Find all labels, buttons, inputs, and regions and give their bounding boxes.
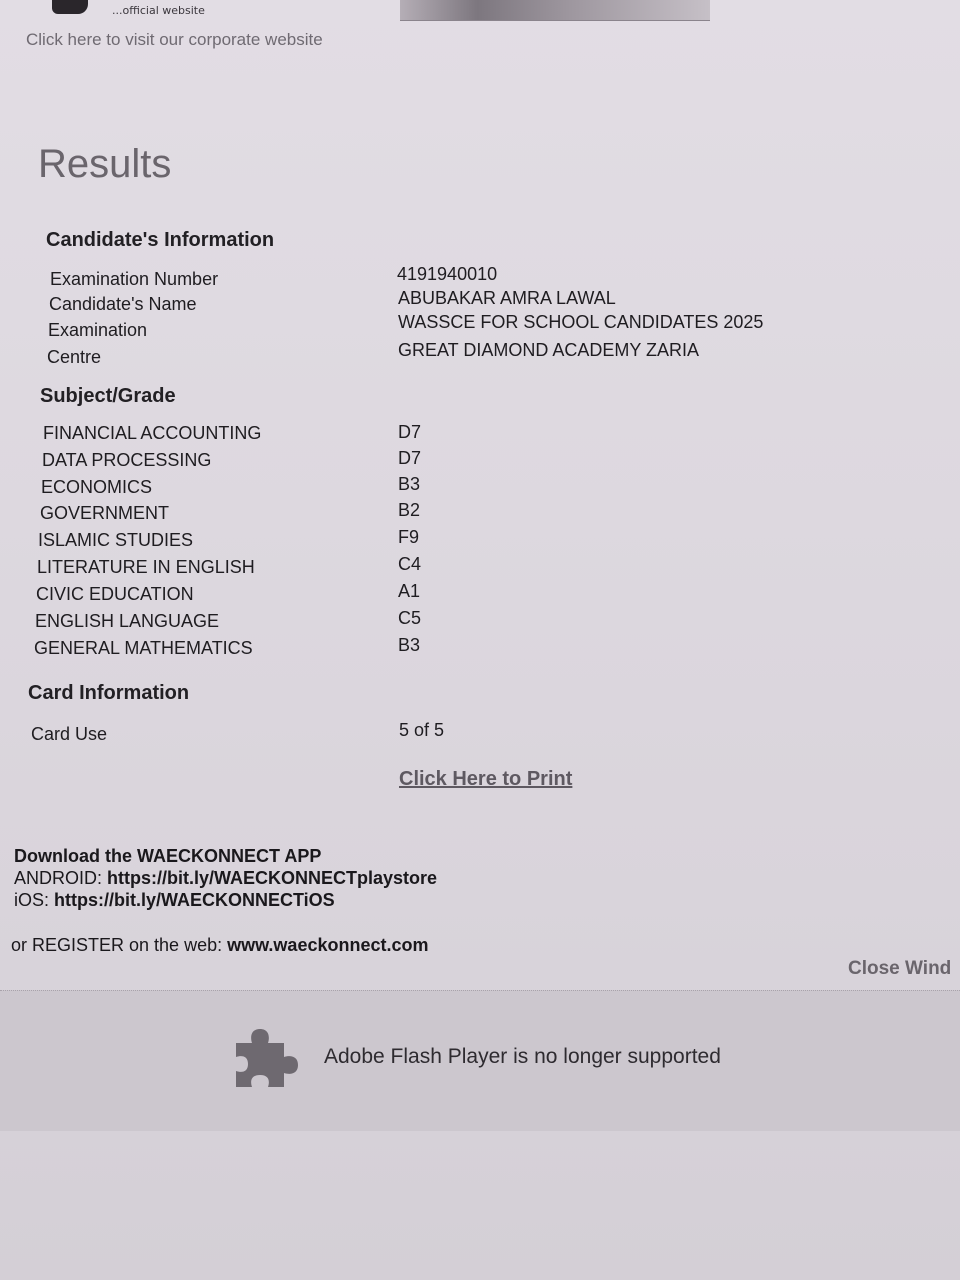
exam-number-label: Examination Number — [50, 269, 219, 289]
print-link[interactable]: Click Here to Print — [399, 768, 573, 790]
examination-value: WASSCE FOR SCHOOL CANDIDATES 2025 — [398, 312, 764, 332]
card-use-label: Card Use — [31, 724, 108, 744]
ios-line — [14, 889, 437, 911]
subject-grade: D7 — [398, 422, 422, 442]
card-use-value: 5 of 5 — [399, 720, 445, 740]
candidate-name-value: ABUBAKAR AMRA LAWAL — [398, 288, 616, 308]
waec-logo — [52, 0, 88, 14]
flash-unsupported-message: Adobe Flash Player is no longer supported — [324, 1045, 721, 1068]
centre-label: Centre — [47, 347, 102, 367]
android-label: ANDROID: — [14, 868, 108, 888]
register-label: or REGISTER on the web: — [11, 935, 228, 955]
subject-grade: D7 — [398, 448, 422, 468]
corporate-website-link[interactable]: Click here to visit our corporate website — [26, 30, 323, 49]
subject-name: ECONOMICS — [41, 477, 153, 497]
subject-grade: B3 — [398, 474, 421, 494]
flash-plugin-panel — [0, 990, 960, 1131]
page-title: Results — [38, 142, 172, 186]
subject-name: GENERAL MATHEMATICS — [34, 638, 253, 658]
ios-label: iOS: — [14, 890, 55, 910]
examination-label: Examination — [48, 320, 148, 340]
candidate-info-heading: Candidate's Information — [46, 229, 275, 251]
subject-grade: F9 — [398, 527, 420, 547]
subject-grade: B2 — [398, 500, 421, 520]
ios-store-link[interactable]: https://bit.ly/WAECKONNECTiOS — [54, 890, 335, 910]
subject-name: DATA PROCESSING — [42, 450, 212, 470]
register-web-link[interactable]: www.waeckonnect.com — [227, 935, 429, 955]
subject-grade-heading: Subject/Grade — [40, 385, 176, 407]
subject-grade: A1 — [398, 581, 421, 601]
candidate-name-label: Candidate's Name — [49, 294, 197, 314]
subject-name: GOVERNMENT — [40, 503, 170, 523]
download-app-block — [14, 845, 437, 911]
banner-image — [400, 0, 710, 21]
subject-grade: B3 — [398, 635, 421, 655]
android-store-link[interactable]: https://bit.ly/WAECKONNECTplaystore — [107, 868, 438, 888]
exam-number-value: 4191940010 — [397, 264, 498, 284]
card-info-heading: Card Information — [28, 682, 190, 704]
top-banner — [0, 0, 960, 22]
centre-value: GREAT DIAMOND ACADEMY ZARIA — [398, 340, 700, 360]
puzzle-piece-icon — [228, 1021, 300, 1093]
subject-name: ISLAMIC STUDIES — [38, 530, 194, 550]
subject-name: LITERATURE IN ENGLISH — [37, 557, 255, 577]
subject-grade: C5 — [398, 608, 422, 628]
subject-grade: C4 — [398, 554, 422, 574]
download-app-title: Download the WAECKONNECT APP — [14, 846, 322, 866]
subject-name: FINANCIAL ACCOUNTING — [43, 423, 262, 443]
register-line — [11, 935, 429, 956]
subject-name: ENGLISH LANGUAGE — [35, 611, 220, 631]
official-website-text: ...official website — [112, 4, 205, 17]
close-window-link[interactable]: Close Wind — [848, 958, 952, 979]
android-line — [14, 867, 437, 889]
subject-name: CIVIC EDUCATION — [36, 584, 194, 604]
